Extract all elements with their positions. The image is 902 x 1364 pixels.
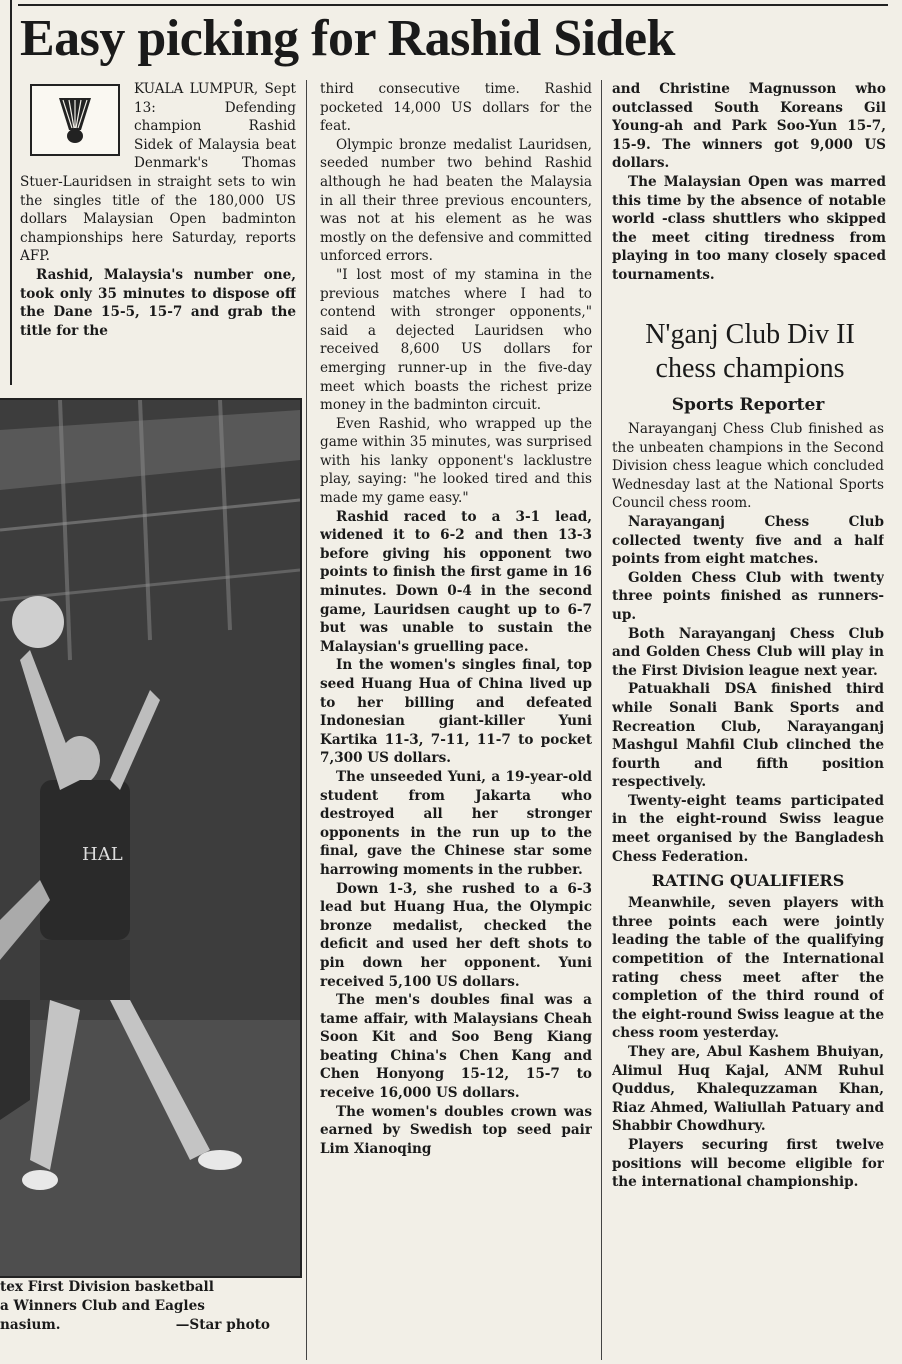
paragraph: Rashid, Malaysia's number one, took only 35 minutes to dispose off the Dane 15-5, 15-7 and grab the title for the [20,266,296,339]
chess-story-body [612,420,884,1360]
paragraph: Meanwhile, seven players with three points each were jointly leading the table of the qualifying competition of the International rating chess meet after the completion of the third round of the eight-round Swiss league at the chess room yesterday. [612,895,884,1042]
paragraph: and Christine Magnusson who outclassed South Koreans Gil Young-ah and Park Soo-Yun 15-7, 15-9. The winners got 9,000 US dollars. [612,81,886,172]
basketball-photo [0,398,302,1278]
paragraph: Narayanganj Chess Club finished as the unbeaten champions in the Second Division chess league which concluded Wednesday last at the National Sports Council chess room. [612,421,884,512]
photo-caption [0,1278,300,1360]
left-rule [10,0,12,385]
headline: Easy picking for Rashid Sidek [20,10,675,67]
main-story-column-3 [612,80,886,310]
photo-credit: —Star photo [175,1317,270,1333]
paragraph: The women's doubles crown was earned by Swedish top seed pair Lim Xianoqing [320,1103,592,1157]
column-rule [306,80,307,1360]
main-story-column-1 [20,80,296,380]
paragraph: third consecutive time. Rashid pocketed 14,000 US dollars for the feat. [320,81,592,135]
byline: Sports Reporter [671,395,825,415]
paragraph: In the women's singles final, top seed Huang Hua of China lived up to her billing and defeated Indonesian giant-killer Yuni Kartika 11-3, 7-11, 11-7 to pocket 7,300 US dollars. [320,657,592,767]
paragraph: Golden Chess Club with twenty three points finished as runners-up. [612,569,884,623]
caption-line: a Winners Club and Eagles [0,1298,205,1314]
chess-headline-line: chess champions [655,353,845,384]
paragraph: KUALA LUMPUR, Sept 13: Defending champion Rashid Sidek of Malaysia beat Denmark's Thomas Stuer-Lauridsen in straight sets to win the singles title of the 180,000 US dollars Malaysian Open badminton championships here Saturday, reports AFP. [20,81,296,265]
paragraph: The unseeded Yuni, a 19-year-old student from Jakarta who destroyed all her stronger opponents in the run up to the final, gave the Chinese star some harrowing moments in the rubber. [320,768,592,878]
paragraph: Olympic bronze medalist Lauridsen, seeded number two behind Rashid although he had beaten the Malaysia in all their three previous encounters, was not at his element as he was mostly on the defensive and committed unforced errors. [320,136,592,265]
svg-text:HAL: HAL [82,844,123,865]
rating-qualifiers-subhead: RATING QUALIFIERS [651,871,845,891]
shuttlecock-icon [30,84,120,156]
paragraph: Even Rashid, who wrapped up the game within 35 minutes, was surprised with his lanky opponent's lacklustre play, saying: "he looked tired and this made my game easy." [320,415,592,507]
chess-headline-line: N'ganj Club Div II [645,319,855,350]
paragraph: Twenty-eight teams participated in the eight-round Swiss league meet organised by the Bangladesh Chess Federation. [612,792,884,865]
paragraph: The Malaysian Open was marred this time by the absence of notable world -class shuttlers who skipped the meet citing tiredness from playing in too many closely spaced tournaments. [612,173,886,283]
paragraph: Rashid raced to a 3-1 lead, widened it to 6-2 and then 13-3 before giving his opponent two points to finish the first game in 16 minutes. Down 0-4 in the second game, Lauridsen caught up to 6-7 but was unable to sustain the Malaysian's gruelling pace. [320,508,592,655]
paragraph: Both Narayanganj Chess Club and Golden Chess Club will play in the First Division league next year. [612,625,884,679]
paragraph: The men's doubles final was a tame affair, with Malaysians Cheah Soon Kit and Soo Beng Kiang beating China's Chen Kang and Chen Honyong 15-12, 15-7 to receive 16,000 US dollars. [320,992,592,1102]
paragraph: Players securing first twelve positions will become eligible for the international championship. [612,1136,884,1191]
chess-headline [612,318,888,386]
caption-line: nasium. [0,1317,61,1333]
paragraph: Narayanganj Chess Club collected twenty five and a half points from eight matches. [612,513,884,568]
column-rule [601,80,602,1360]
paragraph: They are, Abul Kashem Bhuiyan, Alimul Huq Kajal, ANM Ruhul Quddus, Khalequzzaman Khan, Riaz Ahmed, Waliullah Patuary and Shabbir Chowdhury. [612,1044,884,1135]
paragraph: Down 1-3, she rushed to a 6-3 lead but Huang Hua, the Olympic bronze medalist, checked the deficit and used her deft shots to pin down her opponent. Yuni received 5,100 US dollars. [320,880,592,990]
paragraph: "I lost most of my stamina in the previous matches where I had to contend with stronger opponents," said a dejected Lauridsen who received 8,600 US dollars for emerging runner-up in the five-day meet which boasts the richest prize money in the badminton circuit. [320,266,592,414]
caption-line: tex First Division basketball [0,1279,214,1295]
paragraph: Patuakhali DSA finished third while Sonali Bank Sports and Recreation Club, Narayanganj Mashgul Mahfil Club clinched the fourth and fifth position respectively. [612,681,884,791]
main-story-column-2 [320,80,592,1360]
